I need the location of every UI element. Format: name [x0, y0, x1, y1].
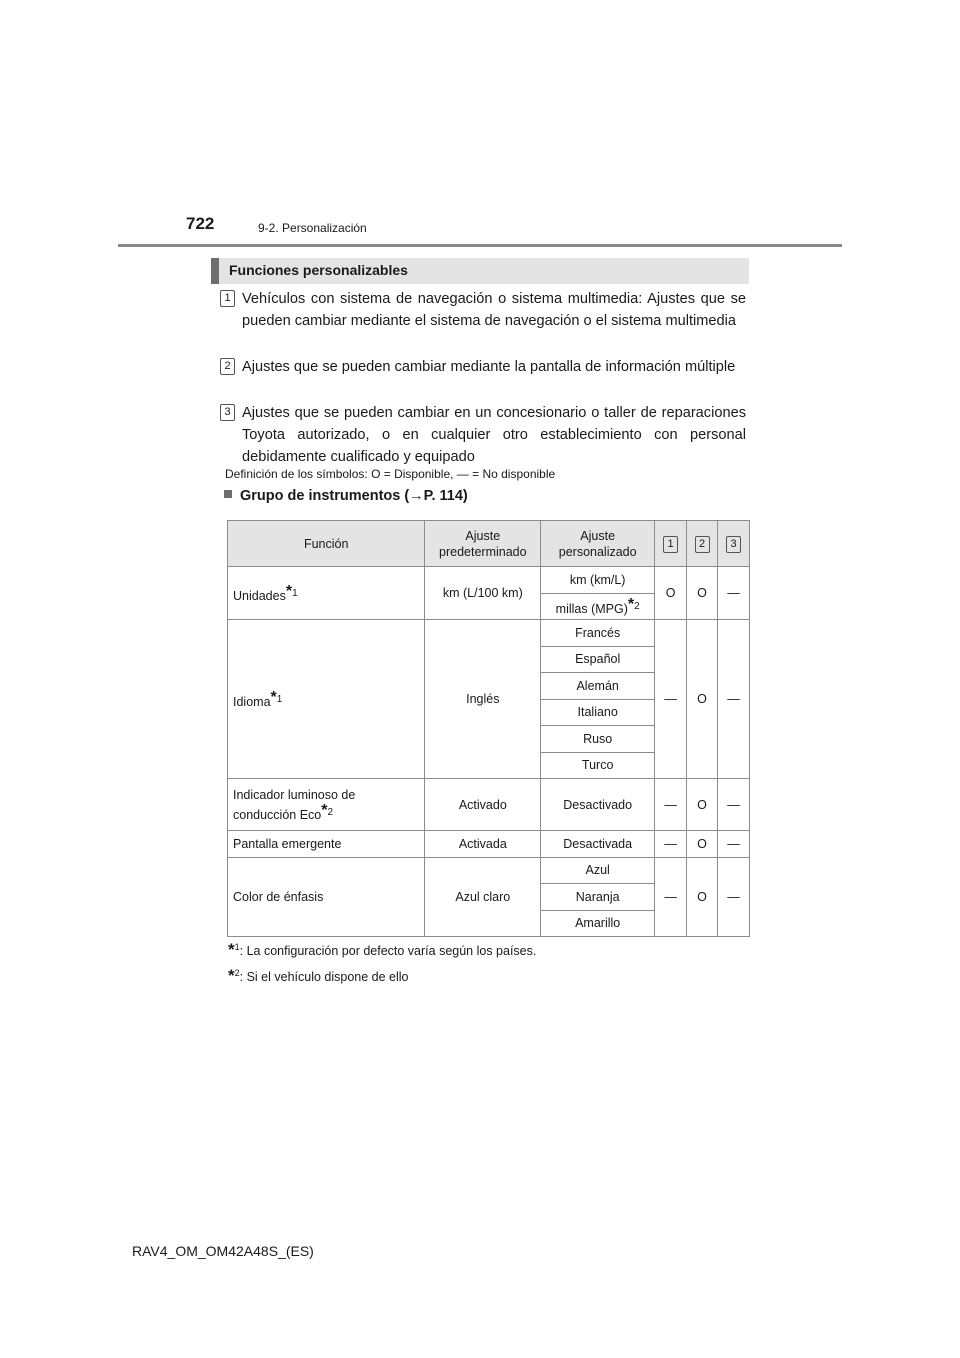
legend-text-2: Ajustes que se pueden cambiar mediante la pantalla de información múltiple — [242, 359, 736, 375]
header-col-3 — [718, 521, 750, 567]
cell-option: Francés — [541, 620, 655, 647]
cell-availability: O — [687, 620, 718, 779]
cell-availability: — — [655, 620, 687, 779]
document-id: RAV4_OM_OM42A48S_(ES) — [132, 1243, 314, 1259]
cell-availability: — — [718, 620, 750, 779]
table-row — [228, 779, 750, 831]
section-title-bar — [211, 258, 749, 284]
cell-availability: O — [687, 831, 718, 858]
cell-availability: — — [718, 831, 750, 858]
cell-default: Activada — [425, 831, 541, 858]
section-label: 9-2. Personalización — [258, 221, 367, 235]
legend-item-1 — [220, 288, 746, 332]
section-title: Funciones personalizables — [229, 262, 408, 278]
cell-default: km (L/100 km) — [425, 567, 541, 620]
cell-default: Azul claro — [425, 857, 541, 937]
page-reference: P. 114) — [423, 488, 468, 504]
cell-option: Azul — [541, 857, 655, 884]
cell-option: Desactivada — [541, 831, 655, 858]
cell-option: Español — [541, 646, 655, 673]
header-function: Función — [228, 521, 425, 567]
cell-function: Indicador luminoso de conducción Eco$^{*2}$ — [228, 779, 425, 831]
header-default: Ajuste predeterminado — [425, 521, 541, 567]
cell-availability: O — [687, 779, 718, 831]
header-number-2: 2 — [695, 536, 710, 553]
cell-availability: — — [718, 779, 750, 831]
table-row — [228, 620, 750, 647]
page-number: 722 — [186, 214, 215, 233]
table-header-row — [228, 521, 750, 567]
legend-text-3: Ajustes que se pueden cambiar en un concesionario o taller de reparaciones Toyota autorizado, o en cualquier otro establecimiento con personal debidamente cualificado y equipado — [242, 405, 746, 465]
legend-item-3 — [220, 402, 746, 468]
cell-option: Italiano — [541, 699, 655, 726]
header-custom: Ajuste personalizado — [541, 521, 655, 567]
cell-availability: O — [687, 857, 718, 937]
table-row — [228, 567, 750, 594]
cell-availability: O — [655, 567, 687, 620]
cell-availability: — — [655, 831, 687, 858]
legend-text-1: Vehículos con sistema de navegación o sistema multimedia: Ajustes que se pueden cambiar mediante el sistema de navegación o el sistema multimedia — [242, 291, 746, 329]
cell-default: Activado — [425, 779, 541, 831]
cell-availability: — — [718, 567, 750, 620]
header-col-2 — [687, 521, 718, 567]
settings-table — [227, 520, 750, 937]
cell-option: Naranja — [541, 884, 655, 911]
cell-default: Inglés — [425, 620, 541, 779]
cell-availability: — — [718, 857, 750, 937]
legend-number-3: 3 — [220, 404, 235, 421]
header-col-1 — [655, 521, 687, 567]
arrow-icon: → — [409, 488, 424, 504]
cell-option: Turco — [541, 752, 655, 779]
header-number-1: 1 — [663, 536, 678, 553]
square-bullet-icon — [224, 490, 232, 498]
symbols-note: Definición de los símbolos: O = Disponible, — = No disponible — [225, 467, 556, 481]
cell-option: Alemán — [541, 673, 655, 700]
subheading-text: Grupo de instrumentos ( — [240, 488, 410, 504]
legend-number-1: 1 — [220, 290, 235, 307]
cell-option: Ruso — [541, 726, 655, 753]
cell-option: millas (MPG)$^{*2}$ — [541, 593, 655, 620]
table-row — [228, 857, 750, 884]
cell-function: Color de énfasis — [228, 857, 425, 937]
cell-function: Unidades$^{*1}$ — [228, 567, 425, 620]
cell-option: Amarillo — [541, 910, 655, 937]
footnote-1: *$^1$: La configuración por defecto varía según los países. — [228, 940, 537, 959]
legend-item-2 — [220, 356, 746, 378]
cell-option: Desactivado — [541, 779, 655, 831]
cell-availability: O — [687, 567, 718, 620]
header-number-3: 3 — [726, 536, 741, 553]
cell-function: Pantalla emergente — [228, 831, 425, 858]
footnote-2: *$^2$: Si el vehículo dispone de ello — [228, 966, 409, 985]
table-row — [228, 831, 750, 858]
subheading — [224, 488, 468, 504]
cell-function: Idioma$^{*1}$ — [228, 620, 425, 779]
legend-number-2: 2 — [220, 358, 235, 375]
cell-option: km (km/L) — [541, 567, 655, 594]
cell-availability: — — [655, 779, 687, 831]
header-rule — [118, 244, 842, 247]
cell-availability: — — [655, 857, 687, 937]
